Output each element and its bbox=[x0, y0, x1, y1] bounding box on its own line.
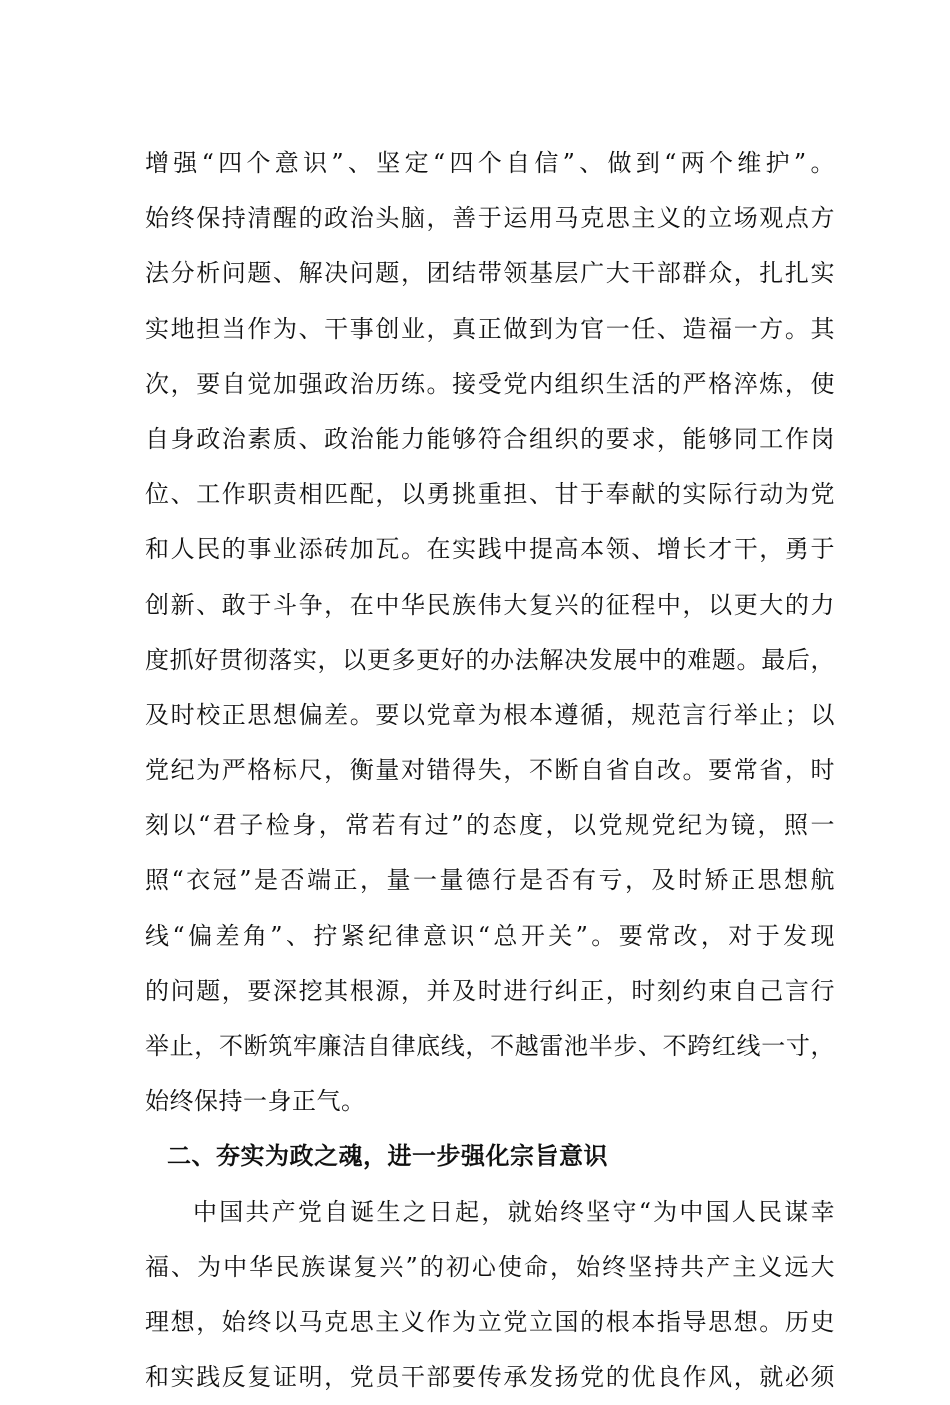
text-line: 举止，不断筑牢廉洁自律底线，不越雷池半步、不跨红线一寸， bbox=[145, 1032, 835, 1060]
text-line: 自身政治素质、政治能力能够符合组织的要求，能够同工作岗 bbox=[145, 424, 835, 453]
text-line: 次，要自觉加强政治历练。接受党内组织生活的严格淬炼，使 bbox=[145, 369, 835, 398]
text-line: 理想，始终以马克思主义作为立党立国的根本指导思想。历史 bbox=[145, 1307, 835, 1336]
section-heading: 二、夯实为政之魂，进一步强化宗旨意识 bbox=[167, 1142, 608, 1171]
text-line: 及时校正思想偏差。要以党章为根本遵循，规范言行举止；以 bbox=[145, 700, 835, 729]
text-line: 创新、敢于斗争，在中华民族伟大复兴的征程中，以更大的力 bbox=[145, 590, 835, 619]
text-line: 实地担当作为、干事创业，真正做到为官一任、造福一方。其 bbox=[145, 314, 835, 343]
text-line: 刻以“君子检身，常若有过”的态度，以党规党纪为镜，照一 bbox=[145, 811, 835, 840]
text-line: 和人民的事业添砖加瓦。在实践中提高本领、增长才干，勇于 bbox=[145, 535, 835, 564]
text-line: 始终保持清醒的政治头脑，善于运用马克思主义的立场观点方 bbox=[145, 204, 835, 233]
text-line: 的问题，要深挖其根源，并及时进行纠正，时刻约束自己言行 bbox=[145, 976, 835, 1005]
text-line: 照“衣冠”是否端正，量一量德行是否有亏，及时矫正思想航 bbox=[145, 866, 835, 895]
document-body bbox=[145, 136, 835, 1405]
text-line: 度抓好贯彻落实，以更多更好的办法解决发展中的难题。最后， bbox=[145, 645, 835, 674]
text-line: 福、为中华民族谋复兴”的初心使命，始终坚持共产主义远大 bbox=[145, 1252, 835, 1281]
text-line: 和实践反复证明，党员干部要传承发扬党的优良作风，就必须 bbox=[145, 1363, 835, 1392]
text-line: 线“偏差角”、拧紧纪律意识“总开关”。要常改，对于发现 bbox=[145, 921, 835, 950]
text-line: 始终保持一身正气。 bbox=[145, 1087, 366, 1116]
text-line: 党纪为严格标尺，衡量对错得失，不断自省自改。要常省，时 bbox=[145, 756, 835, 785]
text-line: 位、工作职责相匹配，以勇挑重担、甘于奉献的实际行动为党 bbox=[145, 480, 835, 509]
text-line: 法分析问题、解决问题，团结带领基层广大干部群众，扎扎实 bbox=[145, 259, 835, 288]
text-line: 中国共产党自诞生之日起，就始终坚守“为中国人民谋幸 bbox=[193, 1197, 835, 1226]
text-line: 增强“四个意识”、坚定“四个自信”、做到“两个维护”。 bbox=[145, 149, 835, 177]
